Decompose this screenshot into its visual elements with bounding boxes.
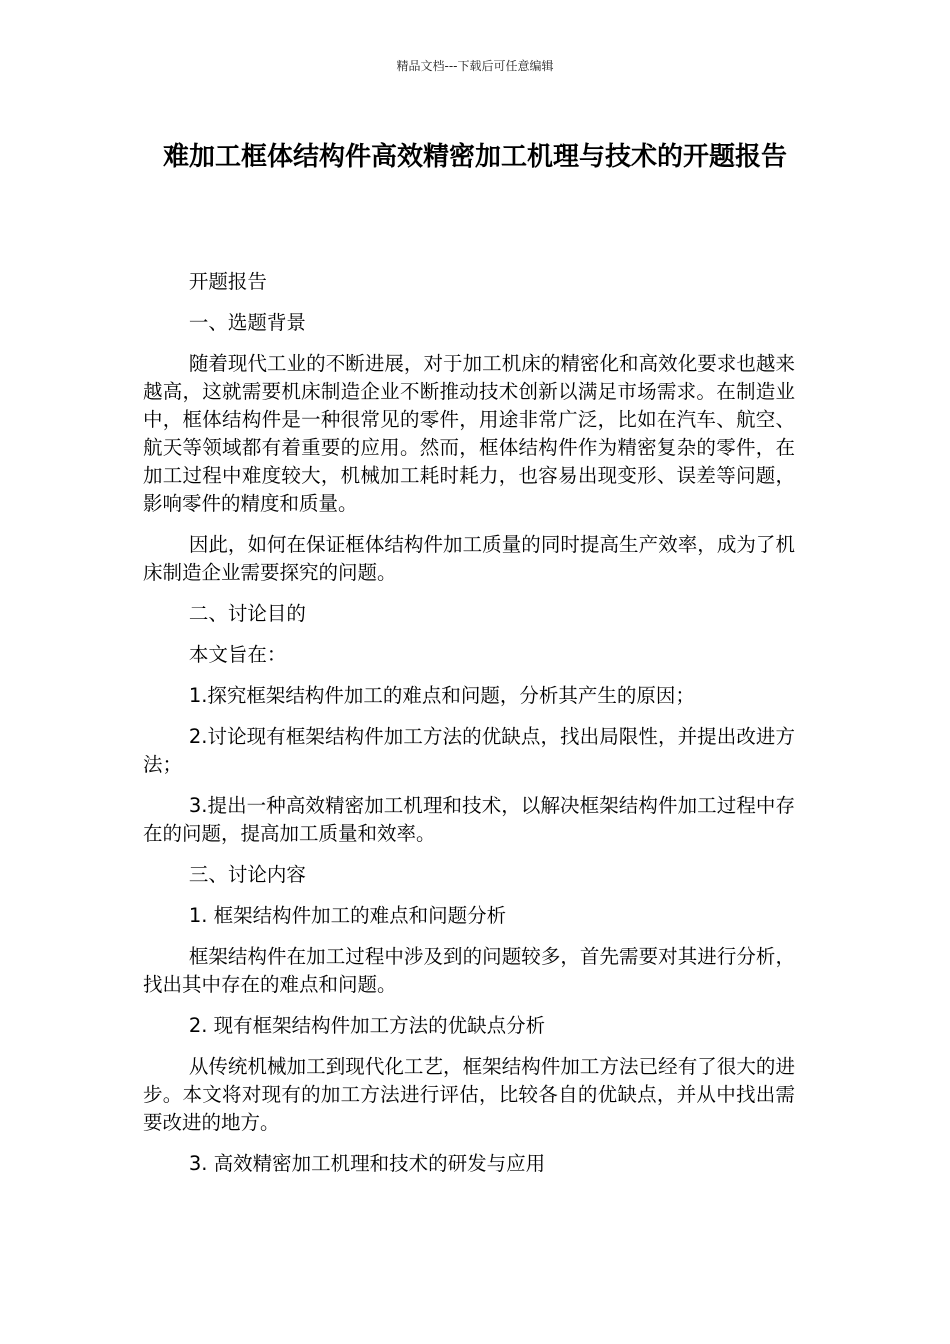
document-title: 难加工框体结构件高效精密加工机理与技术的开题报告 [162,142,787,172]
list-item: 3.提出一种高效精密加工机理和技术，以解决框架结构件加工过程中存在的问题，提高加工质量和效率。 [143,794,795,845]
body-paragraph: 从传统机械加工到现代化工艺，框架结构件加工方法已经有了很大的进步。本文将对现有的加工方法进行评估，比较各自的优缺点，并从中找出需要改进的地方。 [143,1055,795,1134]
body-paragraph: 本文旨在： [188,643,287,666]
list-item: 2.讨论现有框架结构件加工方法的优缺点，找出局限性，并提出改进方法； [143,725,795,776]
body-paragraph: 框架结构件在加工过程中涉及到的问题较多，首先需要对其进行分析，找出其中存在的难点和问题。 [143,945,795,996]
document-body [143,268,795,1191]
subsection-heading: 1. 框架结构件加工的难点和问题分析 [188,904,507,927]
section-heading-background: 一、选题背景 [188,311,306,334]
section-label-report: 开题报告 [188,270,267,293]
page-header-note: 精品文档---下载后可任意编辑 [396,59,554,73]
list-item: 1.探究框架结构件加工的难点和问题，分析其产生的原因； [188,684,695,707]
subsection-heading: 2. 现有框架结构件加工方法的优缺点分析 [188,1014,546,1037]
section-heading-purpose: 二、讨论目的 [188,602,306,625]
section-heading-content: 三、讨论内容 [188,863,306,886]
subsection-heading: 3. 高效精密加工机理和技术的研发与应用 [188,1152,546,1175]
body-paragraph: 因此，如何在保证框体结构件加工质量的同时提高生产效率，成为了机床制造企业需要探究的问题。 [143,533,795,584]
body-paragraph: 随着现代工业的不断进展，对于加工机床的精密化和高效化要求也越来越高，这就需要机床制造企业不断推动技术创新以满足市场需求。在制造业中，框体结构件是一种很常见的零件，用途非常广泛，比如在汽车、航空、航天等领域都有着重要的应用。然而，框体结构件作为精密复杂的零件，在加工过程中难度较大，机械加工耗时耗力，也容易出现变形、误差等问题，影响零件的精度和质量。 [143,352,795,515]
